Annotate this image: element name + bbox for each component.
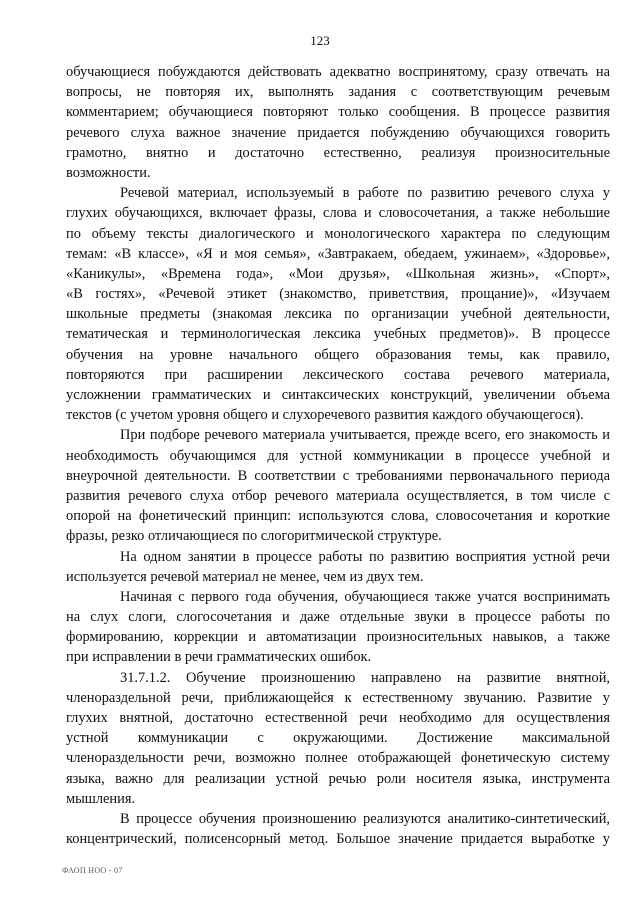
text-line: мышления. xyxy=(66,790,136,807)
text-line: глухих обучающихся, включает фразы, слова и словосочетания, а также небольшие xyxy=(66,205,610,222)
body-text xyxy=(66,62,610,849)
text-line: На одном занятии в процессе работы по развитию восприятия устной речи xyxy=(120,548,610,565)
text-line: усложнении грамматических и синтаксических конструкций, увеличении объема xyxy=(66,387,610,403)
text-line: формированию, коррекции и автоматизации произносительных навыков, а также xyxy=(66,629,610,646)
text-line: При подборе речевого материала учитывается, прежде всего, его знакомость и xyxy=(120,427,610,444)
text-line: внеурочной деятельности. В соответствии с требованиями первоначального периода xyxy=(66,467,610,484)
text-line: на слух слоги, слогосочетания и даже отдельные звуки в процессе работы по xyxy=(66,609,610,626)
text-line: обучения на уровне начального общего образования темы, как правило, xyxy=(66,346,610,363)
text-line: речевого слуха важное значение придается побуждению обучающихся говорить xyxy=(66,124,610,141)
footer-code: ФАОП НОО - 07 xyxy=(62,866,123,875)
text-line: обучающиеся побуждаются действовать адекватно воспринятому, сразу отвечать на xyxy=(66,64,610,80)
text-line: «В гостях», «Речевой этикет (знакомство, приветствия, прощание)», «Изучаем xyxy=(66,286,610,303)
text-line: по объему тексты диалогического и монологического характера по следующим xyxy=(66,225,610,242)
text-line: повторяются при расширении лексического состава речевого материала, xyxy=(66,366,610,383)
text-line: фразы, резко отличающиеся по слогоритмической структуре. xyxy=(66,528,442,545)
page-number: 123 xyxy=(310,33,330,48)
text-line: «Каникулы», «Времена года», «Мои друзья», «Школьная жизнь», «Спорт», xyxy=(66,265,610,282)
text-line: Речевой материал, используемый в работе по развитию речевого слуха у xyxy=(120,185,610,202)
text-line: темам: «В классе», «Я и моя семья», «Завтракаем, обедаем, ужинаем», «Здоровье», xyxy=(66,245,610,262)
text-line: необходимость обучающимся для устной коммуникации в процессе учебной и xyxy=(66,447,610,464)
text-line: используется речевой материал не менее, чем из двух тем. xyxy=(66,568,424,585)
text-line: тематическая и терминологическая лексика учебных предметов)». В процессе xyxy=(66,326,610,343)
text-line: Начиная с первого года обучения, обучающиеся также учатся воспринимать xyxy=(120,588,610,605)
text-line: возможности. xyxy=(66,164,151,181)
text-line: грамотно, внятно и достаточно естественно, реализуя произносительные xyxy=(66,144,610,161)
text-line: при исправлении в речи грамматических ошибок. xyxy=(66,649,372,666)
text-line: школьные предметы (знакомая лексика по организации учебной деятельности, xyxy=(66,306,610,323)
text-line: текстов (с учетом уровня общего и слухоречевого развития каждого обучающегося). xyxy=(66,407,584,424)
text-line: глухих внятной, достаточно естественной речи необходимо для осуществления xyxy=(66,710,610,726)
text-line: комментарием; обучающиеся повторяют только сообщения. В процессе развития xyxy=(66,104,610,121)
text-line: опорой на фонетический принцип: используются слова, словосочетания и короткие xyxy=(66,508,610,525)
text-line: вопросы, не повторяя их, выполнять задания с соответствующим речевым xyxy=(66,84,610,101)
text-line: развития речевого слуха отбор речевого материала осуществляется, в том числе с xyxy=(66,487,610,504)
text-line: членораздельной речи, приближающейся к естественному звучанию. Развитие у xyxy=(66,689,610,706)
text-line: В процессе обучения произношению реализуются аналитико-синтетический, xyxy=(120,810,610,827)
text-line: членораздельности речи, возможно полнее отображающей фонетическую систему xyxy=(66,750,610,767)
text-line: устной коммуникации с окружающими. Достижение максимальной xyxy=(66,730,610,747)
text-line: концентрический, полисенсорный метод. Большое значение придается выработке у xyxy=(66,831,610,848)
text-line: 31.7.1.2. Обучение произношению направлено на развитие внятной, xyxy=(120,669,610,686)
text-line: языка, важно для реализации устной речью роли носителя языка, инструмента xyxy=(66,770,610,787)
